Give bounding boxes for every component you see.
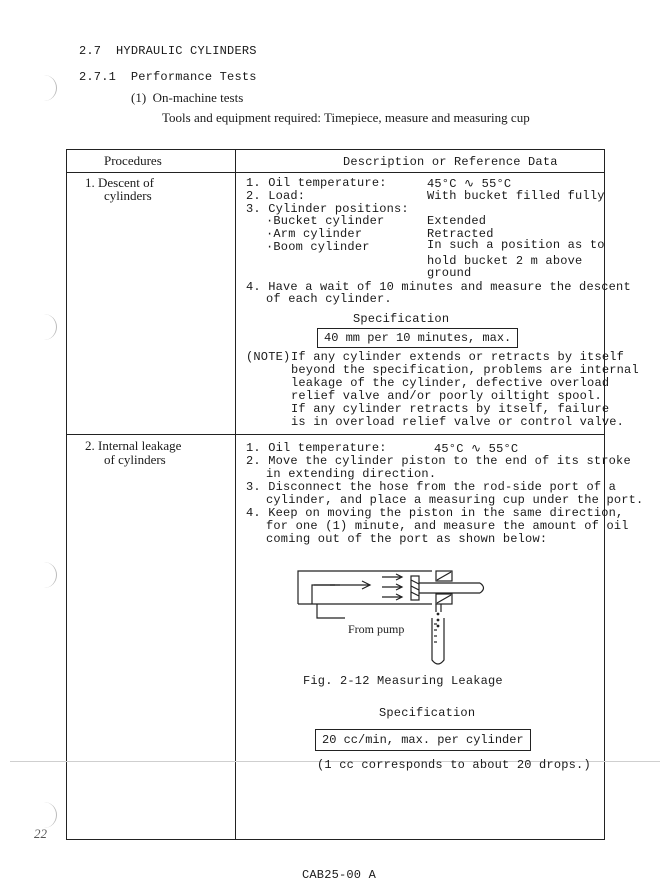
row1-boom-value-1: In such a position as to xyxy=(427,238,605,252)
row2-keep-line1: 4. Keep on moving the piston in the same direction, xyxy=(246,506,624,520)
row2-keep-line2: for one (1) minute, and measure the amount of oil xyxy=(266,519,629,533)
row1-boom-label: ·Boom cylinder xyxy=(266,240,370,254)
row1-spec-box: 40 mm per 10 minutes, max. xyxy=(317,328,518,348)
margin-hole-mark xyxy=(42,314,57,340)
margin-page-mark: 22 xyxy=(34,826,47,841)
margin-hole-mark xyxy=(42,802,57,828)
row1-arm-label: ·Arm cylinder xyxy=(266,227,363,241)
row2-move-line1: 2. Move the cylinder piston to the end of its stroke xyxy=(246,454,631,468)
row1-note-line: beyond the specification, problems are internal xyxy=(291,363,639,377)
row2-procedure-line2: of cylinders xyxy=(104,452,166,467)
row1-oil-temp-label: 1. Oil temperature: xyxy=(246,176,387,190)
row2-procedure-line1: 2. Internal leakage xyxy=(85,438,182,453)
row1-oil-temp-value: 45°C ∿ 55°C xyxy=(427,177,512,191)
table-header-divider xyxy=(66,172,605,173)
page-footer: CAB25-00 A xyxy=(302,868,377,882)
row1-load-value: With bucket filled fully xyxy=(427,189,605,203)
row2-move-line2: in extending direction. xyxy=(266,467,437,481)
section-number: 2.7 xyxy=(79,44,102,58)
margin-hole-mark xyxy=(42,75,57,101)
table-left-border xyxy=(66,149,67,840)
row1-boom-value-3: ground xyxy=(427,266,472,280)
row1-note-line: leakage of the cylinder, defective overload xyxy=(291,376,610,390)
row1-note-line: If any cylinder retracts by itself, failure xyxy=(291,402,610,416)
row1-boom-value-2: hold bucket 2 m above xyxy=(427,254,583,268)
row1-positions-label: 3. Cylinder positions: xyxy=(246,202,409,216)
row2-disconnect-line1: 3. Disconnect the hose from the rod-side port of a xyxy=(246,480,617,494)
row2-spec-label: Specification xyxy=(379,706,476,720)
item-heading xyxy=(131,90,243,106)
figure-caption: Fig. 2-12 Measuring Leakage xyxy=(303,674,503,688)
table-bottom-border xyxy=(66,839,605,840)
margin-hole-mark xyxy=(42,562,57,588)
row1-note-line: If any cylinder extends or retracts by itself xyxy=(291,350,625,364)
row2-disconnect-line2: cylinder, and place a measuring cup under the port. xyxy=(266,493,644,507)
row1-procedure-line1: 1. Descent of xyxy=(85,175,154,190)
subsection-number: 2.7.1 xyxy=(79,70,117,84)
row1-note-line: is in overload relief valve or control valve. xyxy=(291,415,625,429)
row2-keep-line3: coming out of the port as shown below: xyxy=(266,532,548,546)
header-description: Description or Reference Data xyxy=(343,155,558,169)
row2-spec-note: (1 cc corresponds to about 20 drops.) xyxy=(317,758,591,772)
row1-note-line: relief valve and/or poorly oiltight spool. xyxy=(291,389,602,403)
row1-procedure-line2: cylinders xyxy=(104,188,152,203)
row1-wait-line1: 4. Have a wait of 10 minutes and measure the descent xyxy=(246,280,631,294)
row1-note-tag: (NOTE) xyxy=(246,350,291,364)
section-heading xyxy=(79,44,257,58)
row1-wait-line2: of each cylinder. xyxy=(266,292,392,306)
item-title: On-machine tests xyxy=(152,90,244,105)
row1-spec-label: Specification xyxy=(353,312,450,326)
tools-line: Tools and equipment required: Timepiece, measure and measuring cup xyxy=(162,110,530,125)
row1-bucket-label: ·Bucket cylinder xyxy=(266,214,385,228)
row1-bucket-value: Extended xyxy=(427,214,487,228)
row2-oil-temp-label: 1. Oil temperature: xyxy=(246,441,387,455)
table-row-divider xyxy=(66,434,605,435)
row1-arm-value: Retracted xyxy=(427,227,494,241)
subsection-heading xyxy=(79,70,257,84)
figure-from-pump-label: From pump xyxy=(348,622,405,636)
subsection-title: Performance Tests xyxy=(130,70,257,84)
section-title: HYDRAULIC CYLINDERS xyxy=(116,44,257,58)
table-column-divider xyxy=(235,149,236,840)
item-number: (1) xyxy=(131,90,147,105)
row2-oil-temp-value: 45°C ∿ 55°C xyxy=(434,442,519,456)
row2-spec-box: 20 cc/min, max. per cylinder xyxy=(315,729,531,751)
row1-load-label: 2. Load: xyxy=(246,189,306,203)
table-top-border xyxy=(66,149,605,150)
header-procedures: Procedures xyxy=(104,153,162,168)
